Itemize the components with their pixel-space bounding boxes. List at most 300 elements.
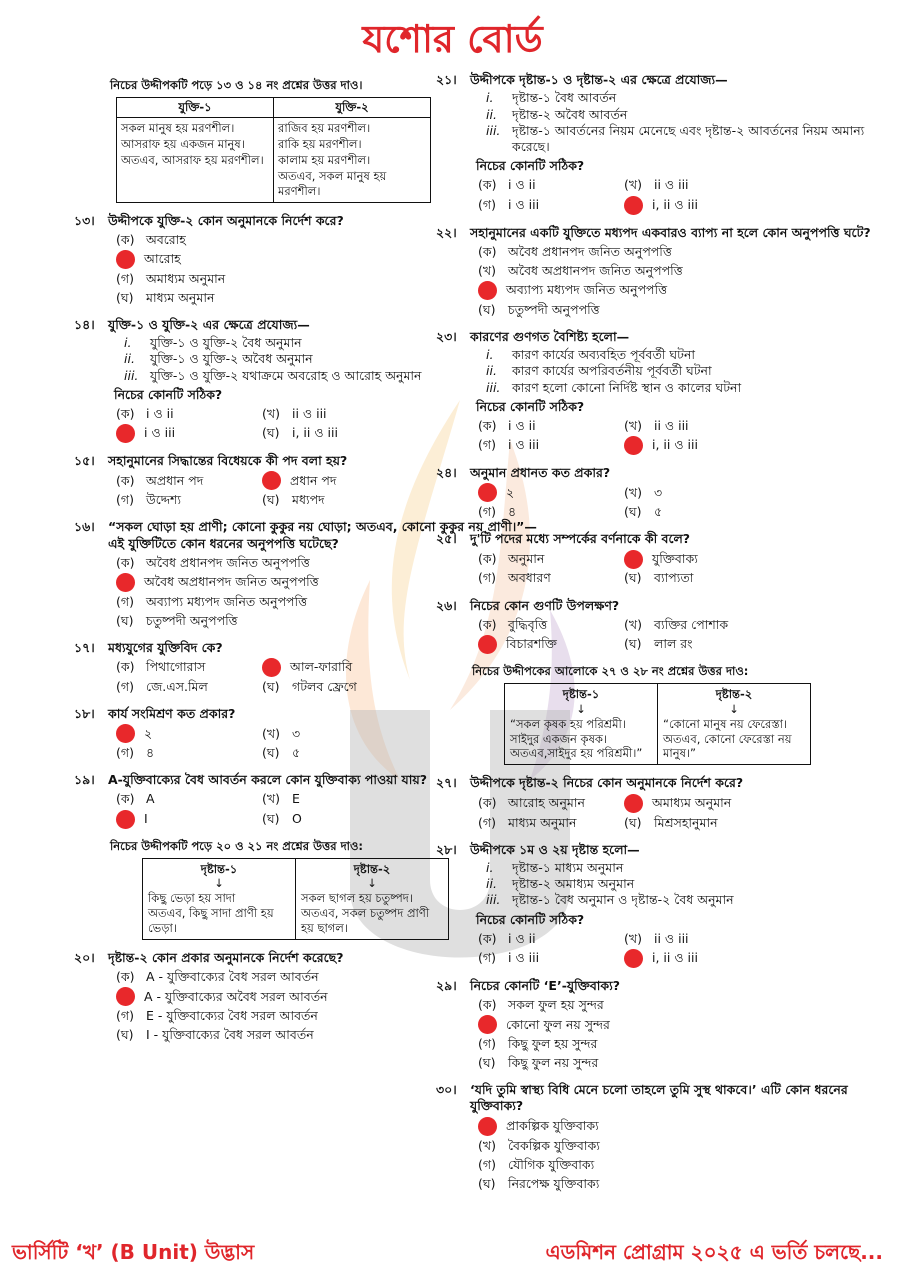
option[interactable]	[478, 177, 618, 195]
option[interactable]	[116, 270, 406, 288]
option-label: (খ)	[262, 791, 280, 807]
option[interactable]	[262, 405, 402, 423]
option[interactable]	[116, 405, 256, 423]
option[interactable]	[116, 471, 256, 490]
option[interactable]	[478, 1054, 768, 1072]
question-text: উদ্দীপকে দৃষ্টান্ত-২ নিচের কোন অনুমানকে নির্দেশ করে?	[470, 775, 744, 791]
option[interactable]	[262, 491, 402, 509]
option[interactable]	[478, 949, 618, 968]
option[interactable]	[262, 724, 402, 743]
option-text: মাধ্যম অনুমান	[146, 289, 215, 305]
statement-numeral: ii.	[486, 106, 497, 122]
option[interactable]	[116, 573, 406, 592]
statement-list	[486, 90, 892, 155]
option[interactable]	[624, 570, 764, 588]
question-head	[436, 328, 892, 345]
option-text: ৩	[292, 725, 301, 741]
question-number: ১৪।	[74, 316, 95, 332]
answer-dot-icon	[262, 658, 281, 677]
question-text: নিচের কোন গুণটি উপলক্ষণ?	[470, 597, 620, 613]
option-text: ব্যক্তির পোশাক	[654, 616, 729, 632]
question-number: ২৫।	[436, 531, 457, 547]
question-number: ১৩।	[74, 212, 95, 228]
option[interactable]	[624, 794, 764, 813]
question-২৪	[436, 465, 892, 521]
option-label: (ঘ)	[478, 301, 496, 317]
table-line: কালাম হয় মরণশীল।	[278, 152, 371, 167]
box-line: সকল ছাগল হয় চতুষ্পদ।	[301, 891, 413, 906]
option[interactable]	[624, 177, 764, 195]
option-text: চতুষ্পদী অনুপপত্তি	[146, 612, 238, 628]
statement-text: দৃষ্টান্ত-২ অমাধ্যম অনুমান	[512, 876, 635, 892]
box-line: অতএব, কিছু সাদা প্রাণী হয় ভেড়া।	[148, 906, 274, 936]
option-list	[478, 930, 892, 968]
option-label: (ঘ)	[116, 1027, 134, 1043]
table-cell-1	[117, 117, 274, 202]
option-label: (গ)	[478, 196, 496, 212]
statement-text: কারণ কার্যের অব্যবহিত পূর্ববর্তী ঘটনা	[512, 347, 696, 362]
statement	[486, 860, 892, 876]
option-list	[478, 550, 892, 588]
option-list	[478, 794, 892, 832]
option-label: (ঘ)	[624, 814, 642, 830]
option[interactable]	[116, 658, 256, 677]
option-label: (ক)	[116, 472, 135, 488]
option-text: সকল ফুল হয় সুন্দর	[508, 997, 604, 1012]
option[interactable]	[478, 930, 618, 948]
arrow-down-icon: ↓	[729, 701, 739, 716]
option-label: (ক)	[478, 243, 497, 259]
option-text: A - যুক্তিবাক্যের বৈধ সরল আবর্তন	[146, 969, 319, 985]
question-text: যুক্তি-১ ও যুক্তি-২ এর ক্ষেত্রে প্রযোজ্য—	[108, 316, 310, 332]
question-number: ১৯।	[74, 772, 95, 788]
table-line: অতএব, সকল মানুষ হয় মরণশীল।	[278, 168, 387, 198]
option-label: (খ)	[624, 484, 642, 500]
option-label: (ক)	[478, 795, 497, 810]
question-২৬	[436, 597, 892, 654]
statement	[486, 347, 892, 363]
option[interactable]	[478, 436, 618, 455]
option[interactable]	[478, 196, 618, 215]
box-title: দৃষ্টান্ত-১	[562, 686, 600, 701]
stem-intro-20-21: নিচের উদ্দীপকটি পড়ে ২০ ও ২১ নং প্রশ্নের উত্তর দাও:	[110, 838, 364, 853]
question-head	[436, 775, 892, 791]
option[interactable]	[116, 968, 406, 986]
answer-dot-icon	[478, 483, 497, 502]
option-text: আরোহ অনুমান	[508, 795, 585, 810]
option-text: i ও ii	[508, 930, 536, 946]
option-text: কিছু ফুল হয় সুন্দর	[508, 1036, 598, 1051]
option-label: (ক)	[478, 417, 497, 433]
statement	[486, 123, 892, 156]
option-label: (গ)	[116, 678, 134, 694]
option-text: চতুষ্পদী অনুপপত্তি	[508, 301, 600, 317]
option[interactable]	[116, 678, 256, 696]
statement-numeral: i.	[124, 335, 132, 351]
answer-dot-icon	[116, 424, 135, 443]
option[interactable]	[116, 289, 406, 307]
statement-numeral: ii.	[486, 363, 497, 379]
question-number: ২৬।	[436, 597, 457, 613]
statement-text: যুক্তি-১ ও যুক্তি-২ বৈধ অনুমান	[150, 335, 302, 351]
option[interactable]	[478, 503, 618, 521]
option-label: (গ)	[478, 950, 496, 966]
option[interactable]	[478, 1015, 768, 1034]
question-৩০	[436, 1082, 892, 1193]
option[interactable]	[624, 436, 764, 455]
statement-numeral: i.	[486, 90, 494, 106]
option-text: ৩	[654, 484, 663, 500]
question-head	[436, 597, 892, 614]
option-label: (ঘ)	[262, 745, 280, 761]
table-line: আসরাফ হয় একজন মানুষ।	[121, 136, 245, 151]
question-text: উদ্দীপকে দৃষ্টান্ত-১ ও দৃষ্টান্ত-২ এর ক্ষেত্রে প্রযোজ্য—	[470, 72, 728, 87]
option[interactable]	[624, 503, 764, 521]
question-head	[436, 841, 892, 858]
option-text: i ও iii	[508, 437, 540, 453]
option-list	[478, 1117, 892, 1193]
option-text: ii ও iii	[654, 177, 689, 193]
option-text: I	[144, 810, 148, 826]
option-label: (ঘ)	[262, 810, 280, 826]
option-label: (ঘ)	[262, 425, 280, 441]
question-text: উদ্দীপকে যুক্তি-২ কোন অনুমানকে নির্দেশ করে?	[108, 212, 344, 228]
table-head-1: যুক্তি-১	[117, 97, 274, 117]
question-head	[436, 224, 892, 241]
arrow-down-icon: ↓	[214, 876, 224, 891]
statement-text: দৃষ্টান্ত-১ আবর্তনের নিয়ম মেনেছে এবং দৃষ্টান্ত-২ আবর্তনের নিয়ম অমান্য করেছে।	[512, 122, 865, 154]
option-text: A - যুক্তিবাক্যের অবৈধ সরল আবর্তন	[144, 988, 328, 1004]
option-text: যৌগিক যুক্তিবাক্য	[508, 1156, 595, 1172]
option[interactable]	[624, 616, 764, 634]
option-label: (ঘ)	[116, 612, 134, 628]
option-label: (খ)	[624, 616, 642, 632]
stem-box-1	[142, 858, 449, 941]
option[interactable]	[116, 744, 256, 762]
option-text: অবরোহ	[146, 231, 186, 247]
answer-dot-icon	[478, 281, 497, 300]
option[interactable]	[116, 987, 406, 1006]
option-text: i ও ii	[508, 177, 536, 193]
stem-table-1	[116, 97, 431, 203]
option-text: অপ্রধান পদ	[146, 472, 204, 488]
option-label: (ঘ)	[478, 1055, 496, 1070]
question-text: নিচের কোনটি ‘E’-যুক্তিবাক্য?	[470, 977, 621, 993]
question-number: ২৩।	[436, 328, 457, 344]
statement	[486, 107, 892, 123]
statement	[486, 380, 892, 396]
option[interactable]	[116, 612, 406, 630]
option-label: (গ)	[478, 437, 496, 453]
question-number: ২৮।	[436, 841, 457, 857]
question-number: ১৬।	[74, 519, 95, 535]
option-text: বৈকল্পিক যুক্তিবাক্য	[508, 1137, 600, 1153]
option-text: I - যুক্তিবাক্যের বৈধ সরল আবর্তন	[146, 1027, 314, 1043]
question-text: কারণের গুণগত বৈশিষ্ট্য হলো—	[470, 328, 630, 344]
question-text: সহানুমানের একটি যুক্তিতে মধ্যপদ একবারও ব্যাপ্য না হলে কোন অনুপপত্তি ঘটে?	[470, 224, 871, 240]
statement-text: যুক্তি-১ ও যুক্তি-২ যথাক্রমে অবরোহ ও আরোহ অনুমান	[150, 367, 422, 383]
option-label: (ক)	[116, 969, 135, 985]
stem-box-right	[295, 859, 448, 940]
statement-text: দৃষ্টান্ত-২ অবৈধ আবর্তন	[512, 106, 628, 122]
option-text: লাল রং	[654, 636, 693, 652]
answer-dot-icon	[116, 810, 135, 829]
option[interactable]	[478, 635, 618, 654]
option[interactable]	[478, 1137, 768, 1155]
option[interactable]	[624, 814, 764, 832]
option[interactable]	[478, 550, 618, 569]
option[interactable]	[478, 996, 768, 1014]
option-text: পিথাগোরাস	[146, 659, 206, 675]
right-column	[436, 72, 892, 1203]
option-label: (খ)	[478, 1137, 496, 1153]
question-২২	[436, 224, 892, 319]
answer-dot-icon	[624, 436, 643, 455]
option-label: (গ)	[116, 593, 134, 609]
option-text: E	[292, 791, 300, 807]
option-text: ২	[506, 484, 515, 500]
option-label: (ক)	[116, 659, 135, 675]
option[interactable]	[116, 1007, 406, 1025]
option-text: ২	[144, 725, 153, 741]
answer-dot-icon	[624, 949, 643, 968]
question-২৭	[436, 775, 892, 831]
statement-numeral: iii.	[124, 367, 139, 383]
stem-box-left	[505, 684, 657, 765]
option-label: (খ)	[624, 930, 642, 946]
option[interactable]	[624, 949, 764, 968]
option-label: (গ)	[116, 270, 134, 286]
option-list	[478, 616, 892, 654]
option[interactable]	[116, 554, 406, 572]
statement-text: দৃষ্টান্ত-১ মাধ্যম অনুমান	[512, 859, 624, 875]
sub-question: নিচের কোনটি সঠিক?	[114, 386, 223, 402]
option-label: (ক)	[116, 231, 135, 247]
footer-brand: ভার্সিটি ‘খ’ (B Unit) উদ্ভাস	[12, 1240, 255, 1264]
question-text: অনুমান প্রধানত কত প্রকার?	[470, 465, 611, 480]
option-text: মধ্যপদ	[292, 492, 325, 508]
box-line: অতএব, কোনো ফেরেস্তা নয় মানুষ।”	[663, 731, 792, 761]
question-head	[436, 72, 892, 88]
option-text: আরোহ	[144, 251, 181, 267]
option-list	[478, 483, 892, 521]
question-text: “সকল ঘোড়া হয় প্রাণী; কোনো কুকুর নয় ঘোড়া; অতএব, কোনো কুকুর নয় প্রাণী।”—এই যুক্তিটিতে কোন ধরনের অনুপপত্তি ঘটেছে?	[108, 519, 537, 551]
option-text: অনুমান	[508, 550, 545, 566]
option[interactable]	[478, 483, 618, 502]
option-label: (গ)	[478, 814, 496, 830]
question-text: A-যুক্তিবাক্যের বৈধ আবর্তন করলে কোন যুক্তিবাক্য পাওয়া যায়?	[108, 772, 427, 788]
option-label: (ঘ)	[624, 504, 642, 520]
option-label: (ঘ)	[624, 636, 642, 652]
answer-dot-icon	[262, 471, 281, 490]
option[interactable]	[624, 550, 764, 569]
statement-list	[486, 860, 892, 909]
option-text: বিচারশক্তি	[506, 636, 557, 652]
option[interactable]	[624, 930, 764, 948]
option[interactable]	[478, 1175, 768, 1193]
box-line: “সকল কৃষক হয় পরিশ্রমী।	[510, 716, 626, 731]
option[interactable]	[116, 810, 256, 829]
option-label: (গ)	[478, 570, 496, 586]
option[interactable]	[116, 1026, 406, 1044]
option-text: বুদ্ধিবৃত্তি	[508, 616, 548, 632]
question-head	[436, 977, 892, 994]
question-number: ২৯।	[436, 977, 457, 993]
option-label: (গ)	[116, 492, 134, 508]
question-২৫	[436, 531, 892, 587]
option-list	[478, 996, 892, 1072]
stem-intro-27-28: নিচের উদ্দীপকের আলোকে ২৭ ও ২৮ নং প্রশ্নের উত্তর দাও:	[472, 663, 749, 678]
arrow-down-icon: ↓	[576, 701, 586, 716]
option[interactable]	[116, 791, 256, 809]
option-label: (ক)	[478, 616, 497, 632]
option[interactable]	[478, 301, 768, 319]
statement	[486, 90, 892, 106]
question-text: মধ্যযুগের যুক্তিবিদ কে?	[108, 639, 223, 655]
option-label: (ক)	[116, 405, 135, 421]
option-text: মিশ্রসহানুমান	[654, 814, 718, 830]
option[interactable]	[262, 424, 402, 443]
option[interactable]	[116, 231, 406, 249]
option[interactable]	[262, 678, 402, 696]
option-text: অবৈধ প্রধানপদ জনিত অনুপপত্তি	[508, 243, 672, 259]
box-title: দৃষ্টান্ত-১	[200, 861, 238, 876]
box-line: অতএব,সাইদুর হয় পরিশ্রমী।”	[510, 746, 643, 761]
statement-numeral: ii.	[486, 876, 497, 892]
option-text: প্রাকল্পিক যুক্তিবাক্য	[506, 1118, 599, 1133]
question-text: দৃষ্টান্ত-২ কোন প্রকার অনুমানকে নির্দেশ করেছে?	[108, 950, 344, 966]
option-text: প্রধান পদ	[290, 472, 337, 488]
statement-numeral: i.	[486, 859, 494, 875]
option[interactable]	[116, 491, 256, 509]
question-text: কার্য সংমিশ্রণ কত প্রকার?	[108, 706, 236, 722]
option[interactable]	[116, 724, 256, 743]
option-text: ৪	[508, 504, 517, 520]
option[interactable]	[624, 483, 764, 502]
answer-dot-icon	[624, 196, 643, 215]
option[interactable]	[478, 794, 618, 813]
option-label: (খ)	[624, 177, 642, 193]
option-text: i ও ii	[146, 405, 174, 421]
option-label: (গ)	[116, 745, 134, 761]
sub-question: নিচের কোনটি সঠিক?	[476, 911, 585, 927]
option-label: (ক)	[478, 177, 497, 193]
option-text: O	[292, 810, 302, 826]
option-text: E - যুক্তিবাক্যের বৈধ সরল আবর্তন	[146, 1008, 318, 1024]
question-২৯	[436, 977, 892, 1072]
option[interactable]	[478, 570, 618, 588]
statement-list	[486, 347, 892, 396]
option[interactable]	[478, 281, 768, 300]
option[interactable]	[624, 196, 764, 215]
option-text: ii ও iii	[292, 405, 327, 421]
option-text: ৫	[654, 504, 663, 520]
option-text: কিছু ফুল নয় সুন্দর	[508, 1055, 599, 1070]
option-text: অব্যাপ্য মধ্যপদ জনিত অনুপপত্তি	[146, 593, 308, 609]
option-label: (খ)	[624, 417, 642, 433]
option-text: অবৈধ অপ্রধানপদ জনিত অনুপপত্তি	[144, 574, 319, 590]
question-number: ৩০।	[436, 1082, 457, 1098]
option[interactable]	[262, 471, 402, 490]
question-text: উদ্দীপকে ১ম ও ২য় দৃষ্টান্ত হলো—	[470, 841, 640, 857]
option[interactable]	[624, 635, 764, 654]
sub-question: নিচের কোনটি সঠিক?	[476, 158, 585, 174]
option-text: ৫	[292, 745, 301, 761]
statement-numeral: i.	[486, 347, 494, 362]
statement	[486, 876, 892, 892]
option-list	[478, 177, 892, 215]
option-label: (খ)	[262, 405, 280, 421]
option[interactable]	[478, 243, 768, 261]
question-number: ২৪।	[436, 465, 457, 480]
option-label: (ক)	[116, 554, 135, 570]
option-text: অব্যাপ্য মধ্যপদ জনিত অনুপপত্তি	[506, 282, 668, 298]
option-text: মাধ্যম অনুমান	[508, 814, 577, 830]
table-line: রাকি হয় মরণশীল।	[278, 136, 362, 151]
option-text: ব্যাপ্যতা	[654, 570, 694, 586]
question-number: ১৮।	[74, 706, 95, 722]
option[interactable]	[478, 1117, 768, 1136]
option[interactable]	[262, 658, 402, 677]
statement-numeral: iii.	[486, 122, 501, 138]
option[interactable]	[116, 250, 406, 269]
question-number: ২০।	[74, 950, 95, 966]
box-title: দৃষ্টান্ত-২	[715, 686, 753, 701]
option-label: (ঘ)	[262, 678, 280, 694]
box-line: সাইদুর একজন কৃষক।	[510, 731, 608, 746]
question-list-right	[436, 72, 892, 654]
answer-dot-icon	[116, 250, 135, 269]
option[interactable]	[478, 814, 618, 832]
option-text: কোনো ফুল নয় সুন্দর	[506, 1016, 610, 1032]
answer-dot-icon	[478, 1117, 497, 1136]
question-text: ‘যদি তুমি স্বাস্থ্য বিধি মেনে চলো তাহলে তুমি সুস্থ থাকবে।’ এটি কোন ধরনের যুক্তিবাক্য?	[470, 1082, 848, 1114]
table-head-2: যুক্তি-২	[274, 97, 431, 117]
option[interactable]	[478, 262, 768, 280]
option[interactable]	[262, 744, 402, 762]
option[interactable]	[478, 417, 618, 435]
option-label: (গ)	[478, 1156, 496, 1172]
option[interactable]	[262, 810, 402, 829]
option[interactable]	[624, 417, 764, 435]
question-number: ২২।	[436, 224, 457, 240]
option-text: i, ii ও iii	[652, 437, 698, 453]
question-number: ২৭।	[436, 775, 457, 791]
option[interactable]	[478, 616, 618, 634]
option-text: গটলব ফ্রেগে	[292, 678, 357, 694]
statement-numeral: ii.	[124, 351, 135, 367]
answer-dot-icon	[116, 987, 135, 1006]
statement-numeral: iii.	[486, 892, 501, 908]
option-text: উদ্দেশ্য	[146, 492, 182, 508]
option-text: i ও iii	[508, 196, 540, 212]
answer-dot-icon	[624, 794, 643, 813]
option[interactable]	[262, 791, 402, 809]
option[interactable]	[116, 593, 406, 611]
statement-text: দৃষ্টান্ত-১ বৈধ আবর্তন	[512, 90, 617, 106]
option[interactable]	[478, 1035, 768, 1053]
option-text: i, ii ও iii	[292, 425, 338, 441]
option[interactable]	[478, 1156, 768, 1174]
board-title: যশোর বোর্ড	[362, 17, 543, 61]
question-number: ১৭।	[74, 639, 95, 655]
box-line: কিছু ভেড়া হয় সাদা	[148, 891, 236, 906]
stem-box-left	[143, 859, 295, 940]
question-head	[436, 531, 892, 547]
option[interactable]	[116, 424, 256, 443]
statement	[486, 363, 892, 379]
option-label: (ক)	[478, 930, 497, 946]
